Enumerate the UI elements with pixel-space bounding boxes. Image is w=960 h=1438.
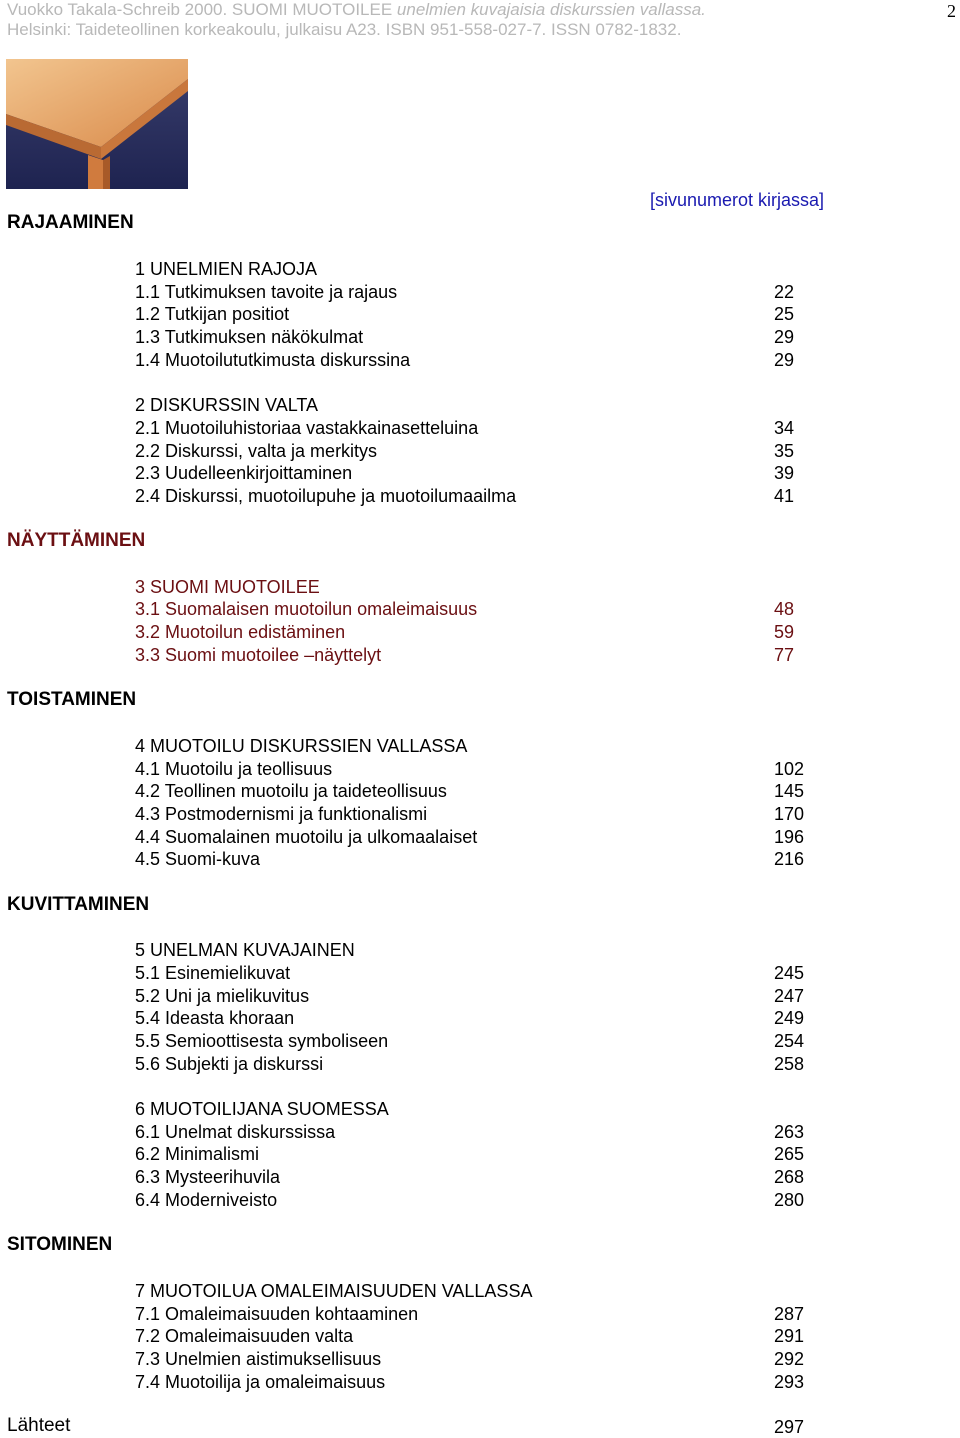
toc-entry-title: 2.4 Diskurssi, muotoilupuhe ja muotoilumaailma [135,486,517,506]
toc-entry-page: 170 [774,804,805,824]
toc-entry-title: 7.3 Unelmien aistimuksellisuus [135,1349,382,1369]
toc-entry-title: 4.5 Suomi-kuva [135,849,261,869]
toc-chapter-title: 4 MUOTOILU DISKURSSIEN VALLASSA [135,736,468,756]
section-kuvittaminen: KUVITTAMINEN [7,894,150,915]
toc-entry-page: 196 [774,827,805,847]
toc-entry-page: 245 [774,963,805,983]
toc-entry-page: 249 [774,1008,805,1028]
toc-entry-title: 5.2 Uni ja mielikuvitus [135,986,310,1006]
citation-subtitle: unelmien kuvajaisia diskurssien vallassa. [396,0,706,19]
toc-entry-page: 48 [774,599,795,619]
toc-entry-title: 2.1 Muotoiluhistoriaa vastakkainasetteluina [135,418,479,438]
toc-entry-page: 25 [774,304,795,324]
toc-chapter-title: 1 UNELMIEN RAJOJA [135,259,318,279]
toc-entry-page: 293 [774,1372,805,1392]
citation-line-1 [7,0,706,20]
toc-entry-page: 39 [774,463,795,483]
toc-entry-page: 265 [774,1144,805,1164]
toc-entry-title: 2.2 Diskurssi, valta ja merkitys [135,441,378,461]
toc-entry-page: 41 [774,486,795,506]
toc-entry-title: 3.2 Muotoilun edistäminen [135,622,346,642]
toc-entry-page: 77 [774,645,795,665]
toc-entry-title: 6.3 Mysteerihuvila [135,1167,281,1187]
citation-line-2: Helsinki: Taideteollinen korkeakoulu, julkaisu A23. ISBN 951-558-027-7. ISSN 0782-1832. [7,20,682,39]
section-sitominen: SITOMINEN [7,1234,113,1255]
toc-entry-title: 7.4 Muotoilija ja omaleimaisuus [135,1372,386,1392]
toc-entry-page: 254 [774,1031,805,1051]
toc-chapter-title: 3 SUOMI MUOTOILEE [135,577,320,597]
references-page: 297 [774,1417,805,1437]
toc-entry-title: 3.1 Suomalaisen muotoilun omaleimaisuus [135,599,478,619]
section-rajaaminen: RAJAAMINEN [7,212,134,233]
page-numbers-note: [sivunumerot kirjassa] [650,190,825,210]
toc-entry-page: 292 [774,1349,805,1369]
toc-entry-title: 5.5 Semioottisesta symboliseen [135,1031,389,1051]
toc-entry-title: 4.4 Suomalainen muotoilu ja ulkomaalaiset [135,827,478,847]
section-toistaminen: TOISTAMINEN [7,689,137,710]
toc-entry-page: 247 [774,986,805,1006]
toc-chapter-title: 5 UNELMAN KUVAJAINEN [135,940,355,960]
toc-chapter-title: 6 MUOTOILIJANA SUOMESSA [135,1099,389,1119]
wooden-table-photo [6,59,188,189]
toc-entry-page: 145 [774,781,805,801]
toc-entry-page: 287 [774,1304,805,1324]
toc-entry-title: 4.3 Postmodernismi ja funktionalismi [135,804,428,824]
toc-entry-page: 280 [774,1190,805,1210]
toc-entry-title: 4.1 Muotoilu ja teollisuus [135,759,333,779]
toc-entry-title: 1.3 Tutkimuksen näkökulmat [135,327,364,347]
page-number: 2 [947,1,956,21]
toc-entry-page: 102 [774,759,805,779]
toc-entry-title: 1.2 Tutkijan positiot [135,304,290,324]
toc-entry-title: 5.1 Esinemielikuvat [135,963,291,983]
toc-entry-page: 291 [774,1326,805,1346]
toc-entry-page: 268 [774,1167,805,1187]
toc-entry-title: 7.2 Omaleimaisuuden valta [135,1326,354,1346]
toc-entry-title: 6.1 Unelmat diskurssissa [135,1122,336,1142]
toc-entry-page: 258 [774,1054,805,1074]
toc-entry-page: 29 [774,350,795,370]
toc-entry-page: 35 [774,441,795,461]
toc-entry-title: 7.1 Omaleimaisuuden kohtaaminen [135,1304,419,1324]
toc-chapter-title: 2 DISKURSSIN VALTA [135,395,319,415]
references-title: Lähteet [7,1415,71,1436]
citation-author-title: Vuokko Takala-Schreib 2000. SUOMI MUOTOILEE [7,0,397,19]
toc-entry-title: 1.1 Tutkimuksen tavoite ja rajaus [135,282,398,302]
toc-entry-title: 6.4 Moderniveisto [135,1190,278,1210]
toc-entry-page: 22 [774,282,795,302]
toc-entry-title: 6.2 Minimalismi [135,1144,260,1164]
toc-entry-page: 216 [774,849,805,869]
toc-entry-page: 29 [774,327,795,347]
toc-entry-page: 34 [774,418,795,438]
toc-entry-title: 5.4 Ideasta khoraan [135,1008,295,1028]
toc-entry-title: 3.3 Suomi muotoilee –näyttelyt [135,645,382,665]
section-nayttaminen: NÄYTTÄMINEN [7,530,146,551]
toc-entry-page: 263 [774,1122,805,1142]
toc-entry-page: 59 [774,622,795,642]
toc-entry-title: 5.6 Subjekti ja diskurssi [135,1054,324,1074]
toc-entry-title: 1.4 Muotoilututkimusta diskurssina [135,350,411,370]
toc-entry-title: 4.2 Teollinen muotoilu ja taideteollisuus [135,781,447,801]
toc-chapter-title: 7 MUOTOILUA OMALEIMAISUUDEN VALLASSA [135,1281,533,1301]
toc-entry-title: 2.3 Uudelleenkirjoittaminen [135,463,353,483]
